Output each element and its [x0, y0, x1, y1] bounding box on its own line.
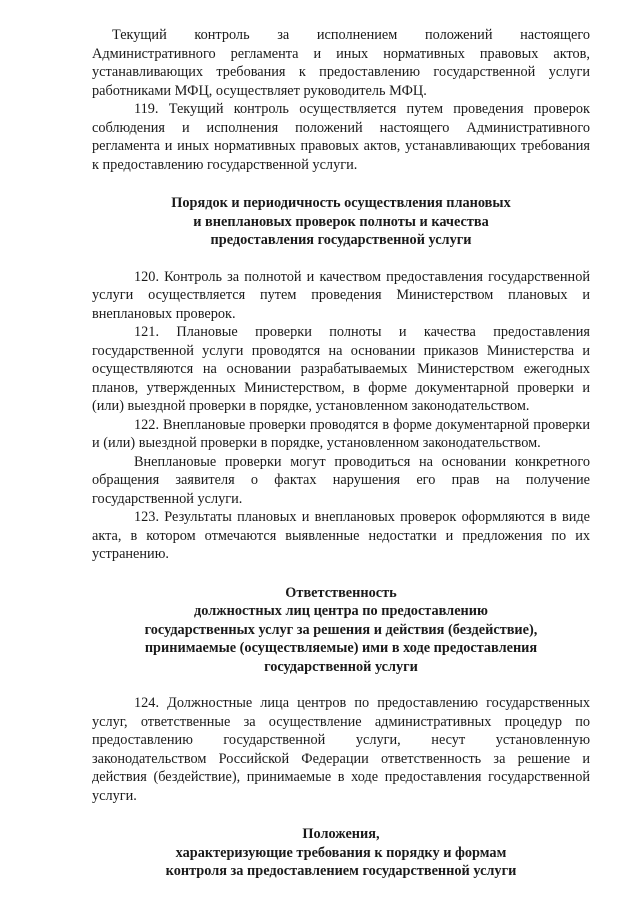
heading-line: Ответственность	[285, 584, 397, 601]
paragraph-121: 121. Плановые проверки полноты и качества предоставления государственной услуги проводятся на основании приказов Министерства и осуществляются на основании разрабатываемых Министерством ежегодных планов, утвержденных Министерством, в форме документарной проверки и (или) выездной проверки в порядке, установленном законодательством.	[92, 324, 590, 414]
heading-line: контроля за предоставлением государственной услуги	[165, 863, 517, 879]
heading-line: характеризующие требования к порядку и формам	[175, 844, 507, 861]
paragraph-122: 122. Внеплановые проверки проводятся в форме документарной проверки и (или) выездной проверки в порядке, установленном законодательством.	[92, 416, 590, 451]
heading-provisions	[92, 825, 590, 881]
heading-line: государственной услуги	[264, 658, 418, 675]
heading-line: Положения,	[302, 826, 380, 842]
heading-line: предоставления государственной услуги	[210, 232, 472, 248]
heading-line: государственных услуг за решения и действия (бездействие),	[144, 621, 538, 638]
document-page	[92, 26, 590, 881]
paragraph-120: 120. Контроль за полнотой и качеством предоставления государственной услуги осуществляется путем проведения Министерством плановых и внеплановых проверок.	[92, 268, 590, 322]
paragraph-123: 123. Результаты плановых и внеплановых проверок оформляются в виде акта, в котором отмечаются выявленные недостатки и предложения по их устранению.	[92, 509, 590, 562]
paragraph-122-unplanned: Внеплановые проверки могут проводиться на основании конкретного обращения заявителя о фактах нарушения его прав на получение государственной услуги.	[92, 453, 590, 507]
heading-line: и внеплановых проверок полноты и качества	[193, 213, 489, 230]
paragraph-119: 119. Текущий контроль осуществляется путем проведения проверок соблюдения и исполнения положений настоящего Административного регламента и иных нормативных правовых актов, устанавливающих требования к предоставлению государственной услуги.	[92, 101, 590, 173]
heading-line: принимаемые (осуществляемые) ими в ходе предоставления	[144, 640, 538, 656]
heading-line: должностных лиц центра по предоставлению	[194, 603, 488, 619]
paragraph-mfc-control: Текущий контроль за исполнением положений настоящего Административного регламента и иных нормативных правовых актов, устанавливающих требования к предоставлению государственной услуги работниками МФЦ, осуществляет руководитель МФЦ.	[92, 27, 590, 99]
paragraph-124: 124. Должностные лица центров по предоставлению государственных услуг, ответственные за осуществление административных процедур по предоставлению государственной услуги, несут установленную законодательством Российской Федерации ответственность за решение и действия (бездействие), принимаемые в ходе предоставления государственной услуги.	[92, 695, 590, 804]
heading-responsibility	[92, 584, 590, 677]
heading-inspection-procedure	[92, 194, 590, 250]
heading-line: Порядок и периодичность осуществления плановых	[171, 195, 511, 211]
